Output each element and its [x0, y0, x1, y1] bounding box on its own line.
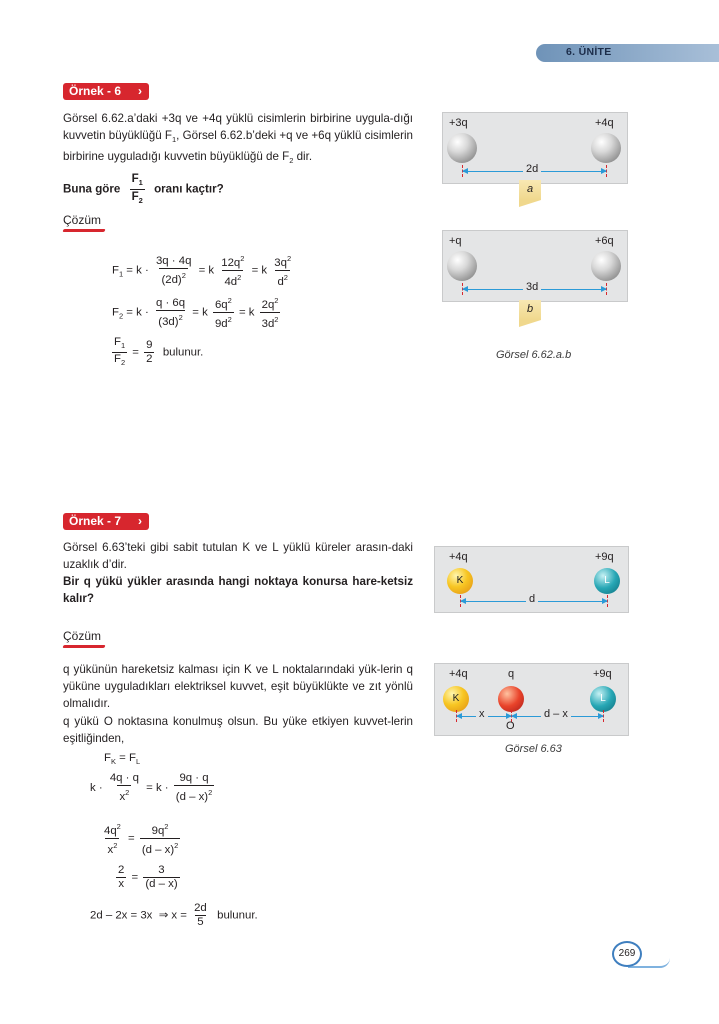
- figure-6-63-top: [434, 546, 629, 613]
- charged-sphere: [591, 133, 621, 163]
- charge-label: +9q: [593, 668, 612, 680]
- charged-sphere: [447, 251, 477, 281]
- unit-label: 6. ÜNİTE: [566, 46, 612, 58]
- example-7-question: Bir q yükü yükler arasında hangi noktaya konursa hare-ketsiz kalır?: [63, 575, 413, 605]
- chevron-right-icon: ›: [138, 514, 143, 528]
- charge-l-sphere: L: [590, 686, 616, 712]
- charge-label: +q: [449, 235, 462, 247]
- example-6-question: Buna göre $\frac{F_1}{F_2}$ oranı kaçtır?: [63, 172, 224, 205]
- figure-6-62-b: [442, 230, 628, 302]
- equation-coulomb: k · $\frac{4q \cdot q}{x^2}$ = k · $\frac{9q \cdot q}{(d - x)^2}$: [90, 772, 213, 803]
- distance-label-x: x: [476, 708, 488, 720]
- example-6-badge: [63, 83, 149, 100]
- equation-square-root: $\frac{2}{x}$ = $\frac{3}{(d - x)}$: [118, 864, 178, 890]
- charge-label: +4q: [595, 117, 614, 129]
- equation-force-equality: $F_K = F_L$: [104, 752, 141, 766]
- equation-simplified: $\frac{4q^2}{x^2}$ = $\frac{9q^2}{(d - x)^2}$: [104, 822, 179, 856]
- charge-label: +3q: [449, 117, 468, 129]
- example-7-badge: [63, 513, 149, 530]
- charge-k-sphere: K: [443, 686, 469, 712]
- charge-label: +4q: [449, 551, 468, 563]
- distance-label: 2d: [523, 163, 541, 175]
- page-number: 269: [612, 941, 642, 967]
- charge-label: +9q: [595, 551, 614, 563]
- charge-l-sphere: L: [594, 568, 620, 594]
- chevron-right-icon: ›: [138, 84, 143, 98]
- distance-label: 3d: [523, 281, 541, 293]
- example-7-paragraph-1: q yükünün hareketsiz kalması için K ve L noktalarındaki yük-lerin q yüküne uyguladıkları elektriksel kuvvet, eşit büyüklükte ve zıt yönlü olmalıdır.: [63, 663, 413, 710]
- equation-ratio: $\frac{F_1}{F_2}$ = $\frac{9}{2}$ bulunur.: [114, 336, 204, 367]
- equation-f2: $F_2 = k$ · $\frac{q \cdot 6q}{(3d)^2}$ = k $\frac{6q^2}{9d^2}$ = k $\frac{2q^2}{3d^2}$: [112, 296, 279, 330]
- example-7-paragraph-2: q yükü O noktasına konulmuş olsun. Bu yüke etkiyen kuvvet-lerin eşitliğinden,: [63, 715, 413, 745]
- result-conclusion: bulunur.: [217, 909, 258, 922]
- figure-tag-a: a: [519, 180, 541, 200]
- charged-sphere: [591, 251, 621, 281]
- example-7-text: Görsel 6.63’teki gibi sabit tutulan K ve L yüklü küreler arasın-daki uzaklık d’dir.: [63, 541, 413, 571]
- charge-label: +6q: [595, 235, 614, 247]
- example-6-text: [63, 110, 413, 169]
- unit-tab: [536, 44, 719, 62]
- solution-label-6: Çözüm: [63, 213, 102, 227]
- equation-f1: $F_1 = k$ · $\frac{3q \cdot 4q}{(2d)^2}$ = k $\frac{12q^2}{4d^2}$ = k $\frac{3q^2}{d^2}$: [112, 254, 292, 288]
- figure-6-62-a: [442, 112, 628, 184]
- example-6-badge-label: Örnek - 6: [69, 84, 122, 98]
- test-charge-sphere: [498, 686, 524, 712]
- charge-k-sphere: K: [447, 568, 473, 594]
- distance-label: d: [526, 593, 538, 605]
- charge-label: q: [508, 668, 515, 680]
- figure-tag-b: b: [519, 300, 541, 320]
- example-6-question-prefix: Buna göre: [63, 182, 121, 196]
- charged-sphere: [447, 133, 477, 163]
- solution-underline-6: [62, 229, 105, 232]
- figure-caption-6-62: Görsel 6.62.a.b: [496, 349, 572, 361]
- point-o-label: O: [506, 720, 515, 732]
- charge-label: +4q: [449, 668, 468, 680]
- solution-label-7: Çözüm: [63, 629, 102, 643]
- distance-label-d-minus-x: d – x: [541, 708, 571, 720]
- ratio-conclusion: bulunur.: [162, 346, 204, 359]
- example-6-question-suffix: oranı kaçtır?: [154, 182, 224, 196]
- example-7-badge-label: Örnek - 7: [69, 514, 122, 528]
- example-6-text-body: Görsel 6.62.a’daki +3q ve +4q yüklü cisimlerin birbirine uygula-dığı kuvvetin büyüklüğü $F_1$, Görsel 6.62.b’deki +q ve +6q yüklü cisimlerin birbirine uyguladığı kuvvetin büyüklüğü de $F_2$ dir.: [63, 112, 413, 165]
- figure-caption-6-63: Görsel 6.63: [505, 743, 562, 755]
- solution-underline-7: [62, 645, 105, 648]
- figure-6-63-bottom: [434, 663, 629, 736]
- equation-result: 2d – 2x = 3x ⇒ x = $\frac{2d}{5}$ bulunur.: [90, 902, 258, 928]
